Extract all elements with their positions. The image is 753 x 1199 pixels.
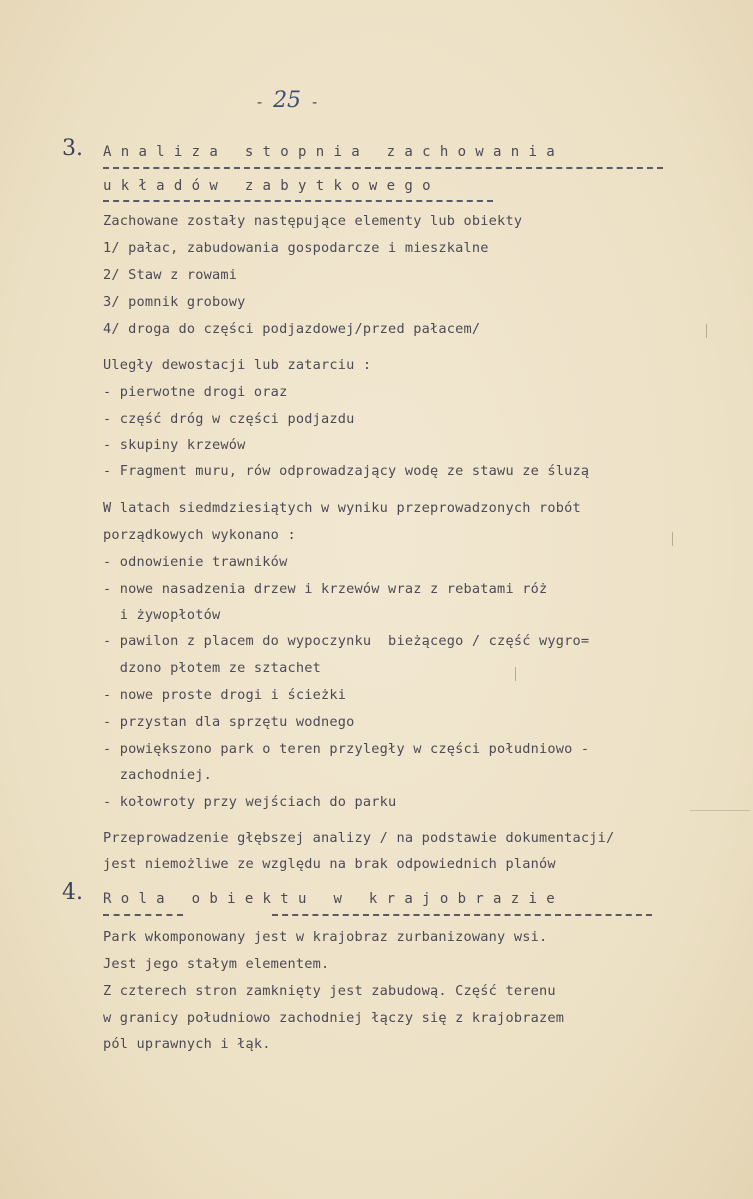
works-item: dzono płotem ze sztachet [103,660,321,676]
preserved-item: 1/ pałac, zabudowania gospodarcze i mieszkalne [103,240,489,256]
works-item: - odnowienie trawników [103,554,288,570]
section-4-title: Rola obiektu w krajobrazie [103,891,564,907]
destroyed-intro: Uległy dewostacji lub zatarciu : [103,357,372,373]
analysis-note-line-2: jest niemożliwe ze względu na brak odpowiednich planów [103,856,556,872]
pencil-mark [706,324,707,338]
preserved-item: 2/ Staw z rowami [103,267,238,283]
works-intro-line-2: porządkowych wykonano : [103,527,296,543]
destroyed-item: - Fragment muru, rów odprowadzający wodę ze stawu ze śluzą [103,463,590,479]
landscape-line: Jest jego stałym elementem. [103,956,330,972]
section-3-title-underline-2 [103,200,493,202]
works-intro-line-1: W latach siedmdziesiątych w wyniku przeprowadzonych robót [103,500,581,516]
works-item: i żywopłotów [103,607,221,623]
preserved-item: 3/ pomnik grobowy [103,294,246,310]
section-3-title-line-2: układów zabytkowego [103,178,440,194]
page-number [255,88,319,113]
works-item: - powiększono park o teren przyległy w części południowo - [103,741,590,757]
section-4-number: 4. [62,880,83,905]
section-4-title-underline-1 [103,914,183,916]
pencil-mark [515,667,516,681]
landscape-line: Park wkomponowany jest w krajobraz zurbanizowany wsi. [103,929,548,945]
section-3-number: 3. [62,136,83,161]
preserved-intro: Zachowane zostały następujące elementy lub obiekty [103,213,523,229]
works-item: zachodniej. [103,767,212,783]
landscape-line: pól uprawnych i łąk. [103,1036,271,1052]
handwritten-page-number: 25 [273,88,302,113]
section-3-title-underline-1 [103,167,663,169]
works-item: - nowe proste drogi i ścieżki [103,687,347,703]
works-item: - pawilon z placem do wypoczynku bieżącego / część wygro= [103,633,590,649]
analysis-note-line-1: Przeprowadzenie głębszej analizy / na podstawie dokumentacji/ [103,830,615,846]
works-item: - kołowroty przy wejściach do parku [103,794,397,810]
margin-rule [690,810,750,811]
destroyed-item: - skupiny krzewów [103,437,246,453]
page-number-prefix: - [255,93,274,111]
works-item: - nowe nasadzenia drzew i krzewów wraz z rebatami róż [103,581,548,597]
section-4-title-underline-2 [272,914,652,916]
destroyed-item: - pierwotne drogi oraz [103,384,288,400]
landscape-line: Z czterech stron zamknięty jest zabudową. Część terenu [103,983,556,999]
works-item: - przystan dla sprzętu wodnego [103,714,355,730]
landscape-line: w granicy południowo zachodniej łączy się z krajobrazem [103,1010,565,1026]
destroyed-item: - część dróg w części podjazdu [103,411,355,427]
section-3-title-line-1: Analiza stopnia zachowania [103,144,564,160]
preserved-item: 4/ droga do części podjazdowej/przed pałacem/ [103,321,481,337]
pencil-mark [672,532,673,546]
page-number-suffix: - [301,93,320,111]
